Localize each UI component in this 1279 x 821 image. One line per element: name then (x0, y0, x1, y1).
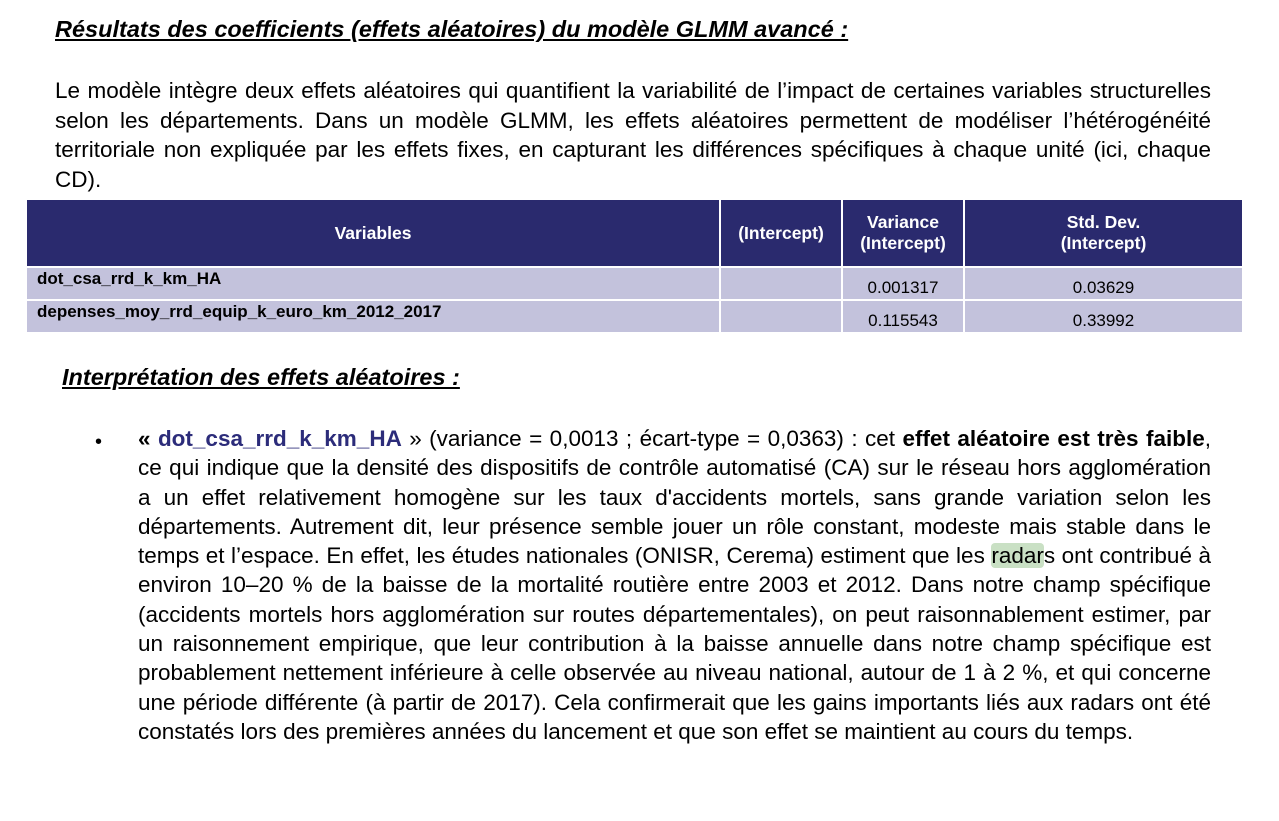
variable-name: dot_csa_rrd_k_km_HA (157, 426, 402, 451)
cell-stddev: 0.33992 (964, 300, 1243, 333)
bullet-paragraph (138, 424, 1211, 746)
cell-variance: 0.001317 (842, 267, 964, 300)
bullet-text-part3: s ont contribué à environ 10–20 % de la baisse de la mortalité routière entre 2003 et 2012. Dans notre champ spécifique (accidents mortels hors agglomération sur routes départementales), on peut raisonnablement estimer, par un raisonnement empirique, que leur contribution à la baisse annuelle dans notre champ spécifique est probablement nettement inférieure à celle observée au niveau national, autour de 1 à 2 %, et qui concerne une période différente (à partir de 2017). Cela confirmerait que les gains importants liés aux radars ont été constatés lors des premières années du lancement et que son effet se maintient au cours du temps. (138, 543, 1211, 744)
section-heading-interpretation: Interprétation des effets aléatoires : (62, 364, 460, 390)
random-effects-table (25, 198, 1244, 334)
cell-stddev: 0.03629 (964, 267, 1243, 300)
cell-variance: 0.115543 (842, 300, 964, 333)
table-row (26, 267, 1243, 300)
header-variance-line2: (Intercept) (860, 233, 946, 253)
open-quote: « (138, 426, 158, 451)
highlighted-word: radar (991, 543, 1044, 569)
bullet-marker: • (95, 431, 103, 453)
header-stddev-line1: Std. Dev. (1066, 212, 1141, 232)
header-variables: Variables (26, 199, 720, 267)
table-header-row (26, 199, 1243, 267)
bullet-text-part2: , ce qui indique que la densité des dispositifs de contrôle automatisé (CA) sur le réseau hors agglomération a un effet relativement homogène sur les taux d'accidents mortels, sans grande variation selon les départements. Autrement dit, leur présence semble jouer un rôle constant, modeste mais stable dans le temps et l’espace. En effet, les études nationales (ONISR, Cerema) estiment que les (138, 426, 1211, 569)
cell-variable: dot_csa_rrd_k_km_HA (26, 267, 720, 300)
header-stddev (964, 199, 1243, 267)
header-variance-line1: Variance (867, 212, 939, 232)
cell-intercept (720, 267, 842, 300)
header-stddev-line2: (Intercept) (1060, 233, 1147, 253)
header-intercept: (Intercept) (720, 199, 842, 267)
bullet-text-part1: » (variance = 0,0013 ; écart-type = 0,0363) : cet (401, 426, 903, 451)
intro-paragraph: Le modèle intègre deux effets aléatoires qui quantifient la variabilité de l’impact de certaines variables structurelles selon les départements. Dans un modèle GLMM, les effets aléatoires permettent de modéliser l’hétérogénéité territoriale non expliquée par les effets fixes, en capturant les différences spécifiques à chaque unité (ici, chaque CD). (55, 78, 1211, 192)
section-heading-results: Résultats des coefficients (effets aléatoires) du modèle GLMM avancé : (55, 16, 849, 42)
cell-intercept (720, 300, 842, 333)
table-row (26, 300, 1243, 333)
header-variance (842, 199, 964, 267)
cell-variable: depenses_moy_rrd_equip_k_euro_km_2012_2017 (26, 300, 720, 333)
bullet-bold-text: effet aléatoire est très faible (902, 426, 1205, 451)
